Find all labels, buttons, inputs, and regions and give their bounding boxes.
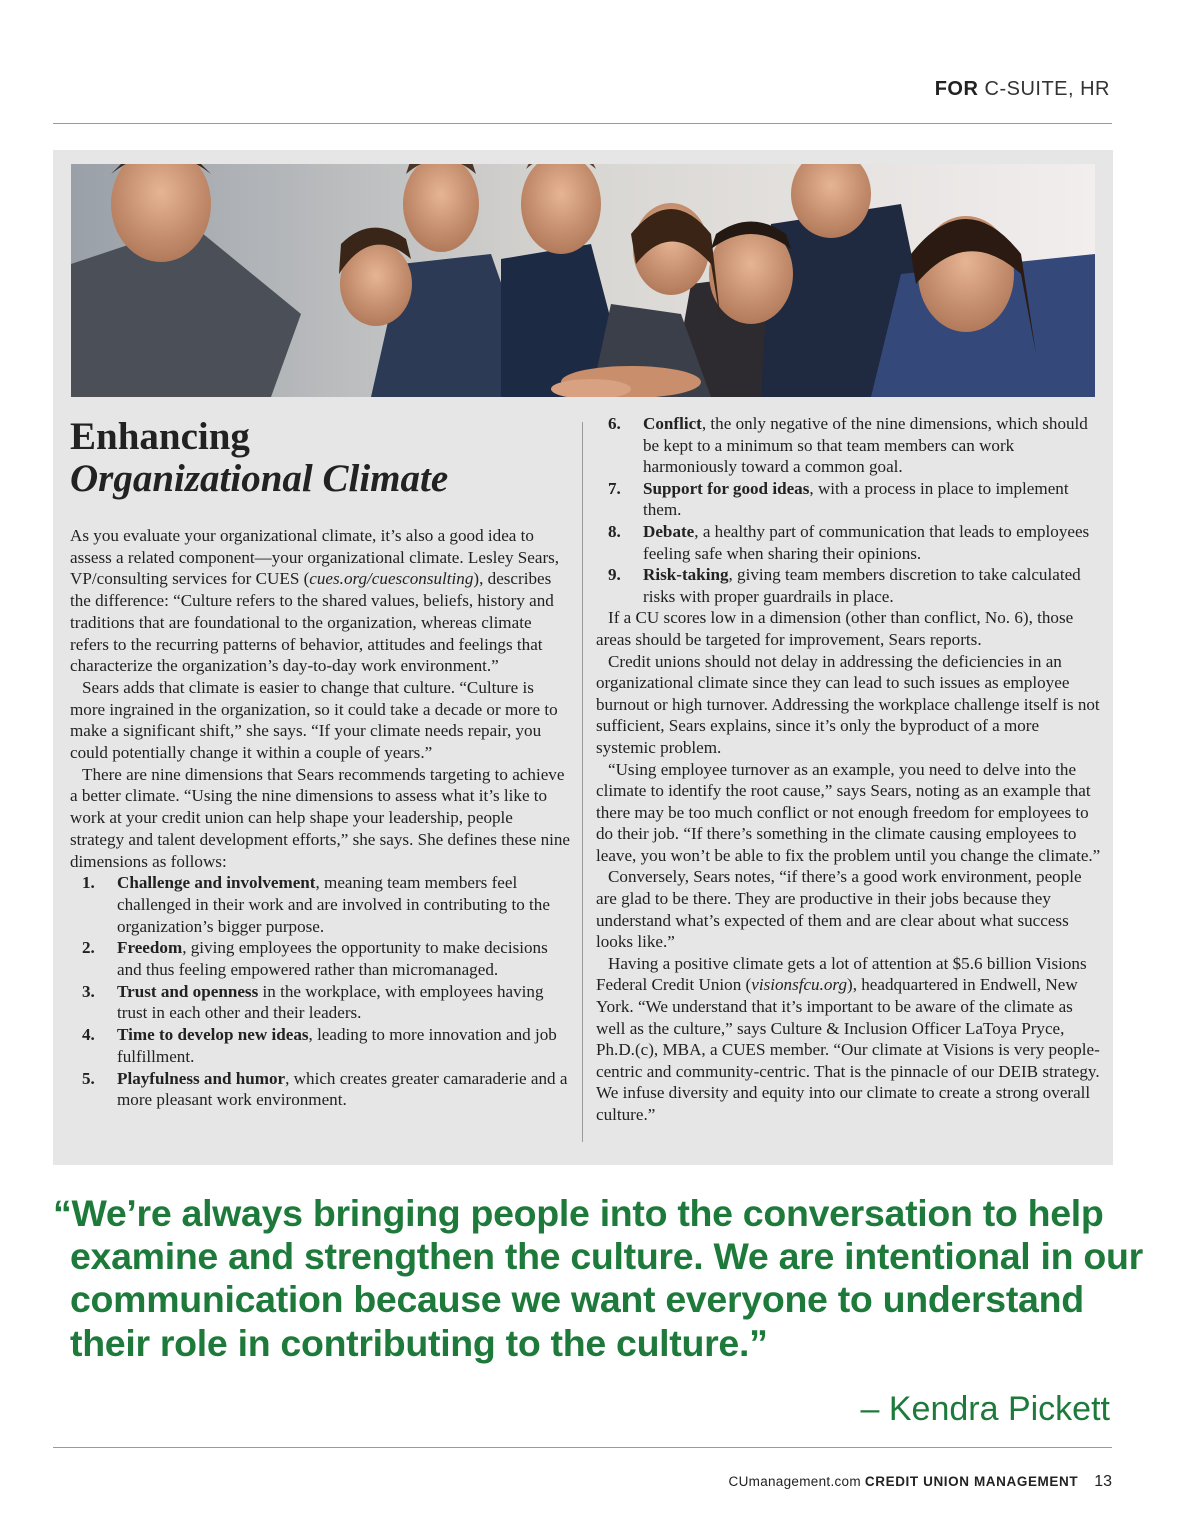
list-desc: , giving team members discretion to take calculated risks with proper guardrails in place. [643,565,1081,606]
list-item [596,413,1101,478]
body-paragraph-4: If a CU scores low in a dimension (other than conflict, No. 6), those areas should be targeted for improvement, Sears reports. [596,608,1074,649]
page-footer [729,1473,1112,1491]
list-term: Conflict [643,414,702,433]
list-number: 7. [608,478,621,498]
list-term: Risk-taking [643,565,729,585]
pull-quote-author: – Kendra Pickett [860,1390,1110,1428]
list-desc: , leading to more innovation and job fulfillment. [117,1025,557,1066]
list-item [70,937,570,980]
section-tag-rest: C-SUITE, HR [978,78,1110,100]
list-number: 1. [82,873,95,893]
list-number: 2. [82,938,95,958]
pull-quote [53,1192,1143,1365]
list-term: Debate [643,521,695,541]
list-item [596,478,1101,521]
body-paragraph-5: Credit unions should not delay in addressing the deficiencies in an organizational climate since they can lead to such issues as employee burnout or high turnover. Addressing the workplace challenge itself is not sufficient, Sears explains, since it’s only the byproduct of a more systemic problem. [596,651,1100,757]
list-desc: , a healthy part of communication that leads to employees feeling safe when sharing their opinions. [643,521,1090,563]
list-item [70,981,570,1024]
intro-paragraph-1 [70,525,570,677]
list-term: Playfulness and humor [117,1068,286,1088]
list-term: Support for good ideas [643,478,810,498]
intro-paragraph-2: Sears adds that climate is easier to change that culture. “Culture is more ingrained in the organization, so it could take a decade or more to make a significant shift,” she says. “If your climate needs repair, you could potentially change it within a couple of years.” [70,677,558,763]
intro-text-b: ), describes the difference: “Culture refers to the shared values, beliefs, history and traditions that are foundational to the organization, whereas climate refers to the recurring patterns of behavior, attitudes and feelings that characterize the organization’s day-to-day work environment.” [70,569,554,676]
body-paragraph-7: Conversely, Sears notes, “if there’s a good work environment, people are glad to be there. They are productive in their jobs because they understand what’s expected of them and are clear about what success looks like.” [596,867,1082,952]
dimensions-list-part2 [596,413,1101,607]
list-term: Trust and openness [117,981,259,1001]
section-tag [935,78,1110,101]
pull-quote-line: “We’re always bringing people into the conversation to help [53,1192,1104,1234]
list-number: 8. [608,521,621,541]
visions-link[interactable]: visionsfcu.org [751,975,847,995]
list-desc: in the workplace, with employees having trust in each other and their leaders. [117,981,544,1023]
body-paragraph-6: “Using employee turnover as an example, you need to delve into the climate to identify the root cause,” says Sears, noting as an example that there may be too much conflict or not enough freedom for employees to do their job. “If there’s something in the climate causing employees to leave, you won’t be able to fix the problem until you change the climate.” [596,759,1101,865]
team-huddle-image [71,164,1095,397]
list-number: 6. [608,414,621,433]
list-number: 9. [608,565,621,585]
list-item [596,521,1101,564]
team-photo [71,164,1095,397]
intro-text-a: As you evaluate your organizational climate, it’s also a good idea to assess a related component—your organizational climate. Lesley Sears, VP/consulting services for CUES ( [70,526,560,589]
list-term: Freedom [117,938,183,958]
column-divider [582,422,583,1142]
intro-paragraph-3: There are nine dimensions that Sears recommends targeting to achieve a better climate. “Using the nine dimensions to assess what it’s like to work at your credit union can help shape your leadership, people strategy and talent development efforts,” she says. She defines these nine dimensions as follows: [70,764,571,871]
article-panel [53,150,1113,1165]
list-desc: , the only negative of the nine dimensions, which should be kept to a minimum so that team members can work harmoniously toward a common goal. [643,414,1088,477]
list-number: 5. [82,1068,95,1088]
list-term: Time to develop new ideas [117,1025,309,1045]
body-paragraph-8 [596,953,1101,1126]
pull-quote-line: their role in contributing to the culture.” [70,1321,768,1364]
list-item [70,872,570,937]
footer-site-link[interactable]: CUmanagement.com [728,1474,861,1489]
body-text-a: Having a positive climate gets a lot of attention at $5.6 billion Visions Federal Credit Union ( [596,953,1087,995]
list-desc: , with a process in place to implement them. [643,478,1069,520]
footer-publication: CREDIT UNION MANAGEMENT [864,1474,1079,1489]
left-column [70,415,570,1111]
list-item [596,564,1101,607]
list-desc: , meaning team members feel challenged in their work and are involved in contributing to the organization’s bigger purpose. [117,873,550,936]
pull-quote-line: examine and strengthen the culture. We are intentional in our [70,1235,1143,1278]
pull-quote-line: communication because we want everyone to understand [70,1278,1084,1321]
right-column [596,413,1101,1126]
header-rule [53,123,1112,124]
article-title-line2: Organizational Climate [70,457,449,500]
list-desc: , giving employees the opportunity to make decisions and thus feeling empowered rather than micromanaged. [117,938,548,980]
list-desc: , which creates greater camaraderie and a more pleasant work environment. [117,1068,568,1110]
article-title-line1: Enhancing [70,415,250,458]
page-number: 13 [1094,1473,1112,1490]
cues-link[interactable]: cues.org/cuesconsulting [309,569,474,589]
dimensions-list-part1 [70,872,570,1111]
footer-rule [53,1447,1112,1448]
section-tag-bold: FOR [934,78,979,100]
list-item [70,1024,570,1067]
list-term: Challenge and involvement [117,873,316,893]
list-number: 3. [82,981,95,1001]
list-number: 4. [82,1025,95,1045]
list-item [70,1068,570,1111]
body-text-b: ), headquartered in Endwell, New York. “We understand that it’s important to be aware of the climate as well as the culture,” says Culture & Inclusion Officer LaToya Pryce, Ph.D.(c), MBA, a CUES member. “Our climate at Visions is very people-centric and community-centric. That is the pinnacle of our DEIB strategy. We infuse diversity and equity into our climate to create a strong overall culture.” [596,975,1100,1124]
